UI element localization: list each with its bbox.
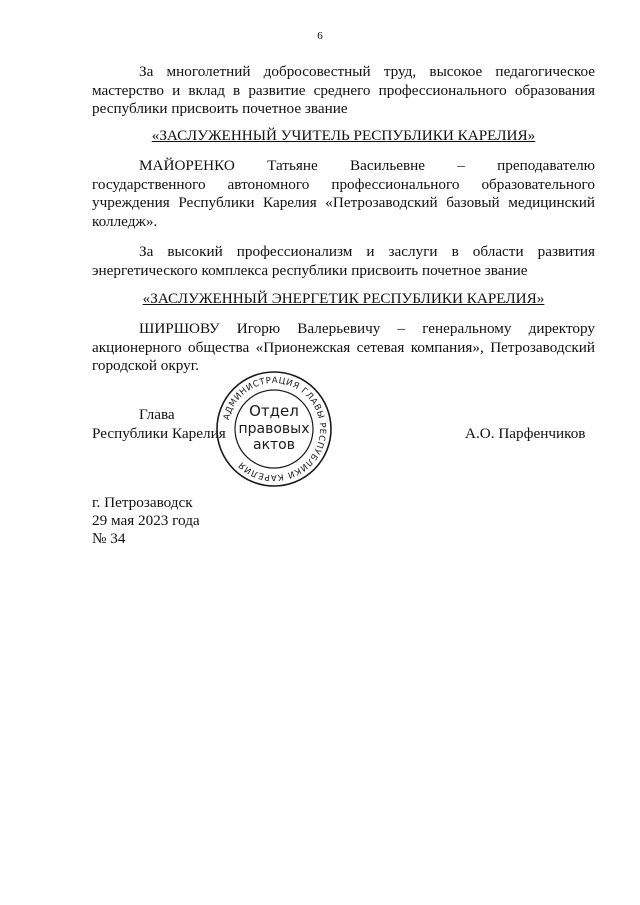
stamp-center-line2: правовых xyxy=(238,421,310,437)
signatory-position-line1: Глава xyxy=(139,406,175,423)
stamp-ring-text: АДМИНИСТРАЦИЯ ГЛАВЫ РЕСПУБЛИКИ КАРЕЛИЯ xyxy=(221,375,328,483)
stamp-center-line1: Отдел xyxy=(249,402,299,420)
footer-place: г. Петрозаводск xyxy=(92,494,193,511)
signatory-name: А.О. Парфенчиков xyxy=(465,425,586,442)
award1-recipient: МАЙОРЕНКО Татьяне Васильевне – преподавателю государственного автономного профессионального образовательного учреждения Республики Карелия «Петрозаводский базовый медицинский колледж». xyxy=(92,157,595,230)
award1-title: «ЗАСЛУЖЕННЫЙ УЧИТЕЛЬ РЕСПУБЛИКИ КАРЕЛИЯ» xyxy=(151,127,536,144)
footer-date: 29 мая 2023 года xyxy=(92,512,200,529)
page-number: 6 xyxy=(317,30,323,42)
award2-title: «ЗАСЛУЖЕННЫЙ ЭНЕРГЕТИК РЕСПУБЛИКИ КАРЕЛИЯ» xyxy=(142,290,545,307)
signatory-position-line2: Республики Карелия xyxy=(92,425,226,442)
award1-intro: За многолетний добросовестный труд, высокое педагогическое мастерство и вклад в развитие среднего профессионального образования республики присвоить почетное звание xyxy=(92,63,595,118)
award2-recipient: ШИРШОВУ Игорю Валерьевичу – генеральному директору акционерного общества «Прионежская сетевая компания», Петрозаводский городской округ. xyxy=(92,320,595,375)
footer-number: № 34 xyxy=(92,530,126,547)
stamp-center-line3: актов xyxy=(252,437,296,453)
official-stamp xyxy=(213,368,335,490)
award2-intro: За высокий профессионализм и заслуги в области развития энергетического комплекса республики присвоить почетное звание xyxy=(92,243,595,279)
